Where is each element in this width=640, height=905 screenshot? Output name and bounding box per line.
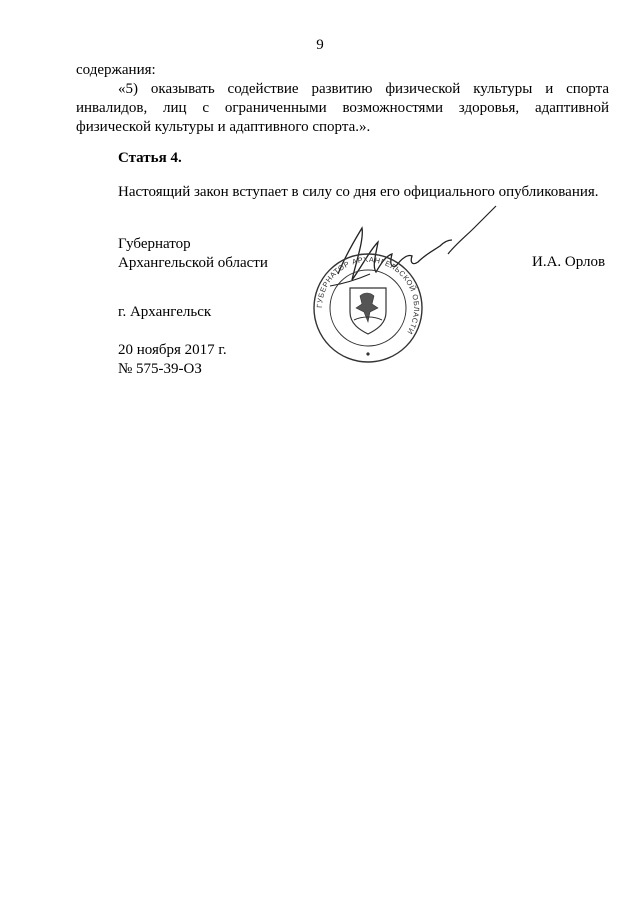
signing-date: 20 ноября 2017 г.	[118, 342, 227, 358]
signatory-title	[118, 235, 268, 273]
seal-star	[366, 352, 369, 355]
official-seal-with-signature	[298, 196, 508, 376]
date-and-number	[118, 341, 227, 379]
seal-graphic	[298, 196, 508, 376]
law-number: № 575-39-ОЗ	[118, 361, 202, 377]
signatory-title-line: Губернатор	[118, 236, 191, 252]
seal	[314, 254, 422, 362]
page-number: 9	[316, 37, 324, 53]
signature-flourish	[448, 206, 496, 254]
paragraph-line: содержания:	[76, 62, 156, 78]
article-text: Настоящий закон вступает в силу со дня его официального опубликования.	[118, 184, 599, 200]
paragraph-line: «5) оказывать содействие развитию физической культуры и спорта	[118, 81, 609, 97]
paragraph-line: инвалидов, лиц с ограниченными возможностями здоровья, адаптивной	[76, 100, 609, 116]
signatory-title-line: Архангельской области	[118, 255, 268, 271]
paragraph-line: физической культуры и адаптивного спорта.».	[76, 119, 371, 135]
signatory-name: И.А. Орлов	[532, 254, 606, 270]
article-heading: Статья 4.	[118, 150, 182, 166]
signing-place: г. Архангельск	[118, 304, 212, 320]
paragraph-continuation	[76, 61, 609, 137]
seal-text: ГУБЕРНАТОР АРХАНГЕЛЬСКОЙ ОБЛАСТИ	[314, 254, 422, 337]
